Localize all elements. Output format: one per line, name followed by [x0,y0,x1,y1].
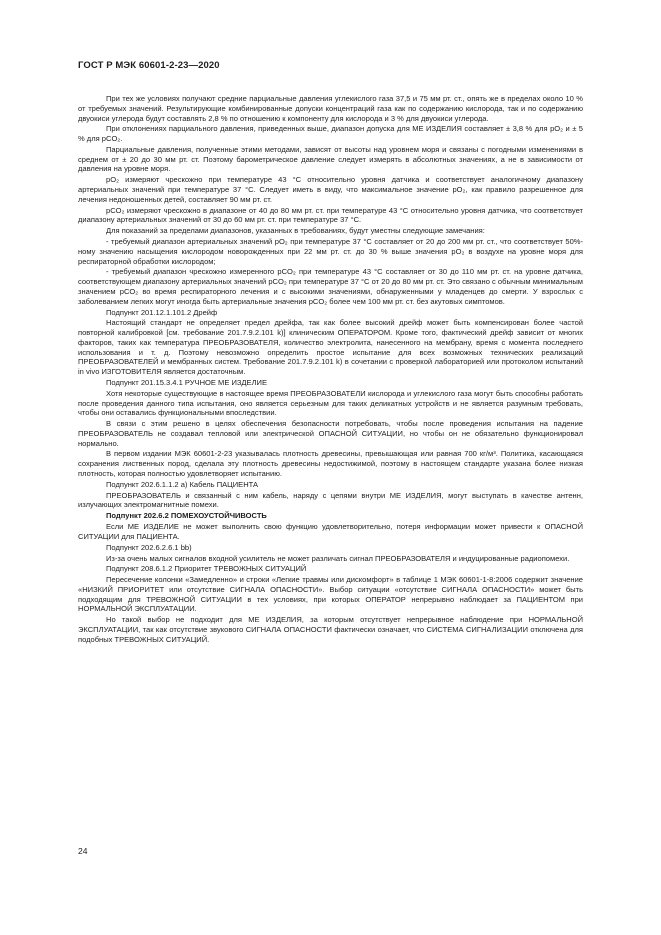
subclause-heading: Подпункт 202.6.2.6.1 bb) [106,542,192,552]
subclause-heading-bold: Подпункт 202.6.2 ПОМЕХОУСТОЙЧИВОСТЬ [106,511,267,521]
paragraph: В первом издании МЭК 60601-2-23 указывалась плотность древесины, превышающая или равная 700 кг/м³. Политика, касающаяся сохранения лиственных пород, сделала эту плотность древесины недостижимой, поэтому в настоящем стандарте указана более низкая плотность, которая полностью удовлетворяет испытанию. [78,449,583,478]
paragraph: Если МЕ ИЗДЕЛИЕ не может выполнить свою функцию удовлетворительно, потеря информации может привести к ОПАСНОЙ СИТУАЦИИ для ПАЦИЕНТА. [78,522,583,541]
paragraph: При отклонениях парциального давления, приведенных выше, диапазон допуска для МЕ ИЗДЕЛИЯ составляет ± 3,8 % для pO₂ и ± 5 % для pCO₂. [78,124,583,144]
paragraph: Пересечение колонки «Замедленно» и строки «Легкие травмы или дискомфорт» в таблице 1 МЭК 60601-1-8:2006 содержит значение «НИЗКИЙ ПРИОРИТЕТ или отсутствие СИГНАЛА ОПАСНОСТИ». Выбор ситуации «отсутствие СИГНАЛА ОПАСНОСТИ» может быть подходящим для ТРЕВОЖНОЙ СИТУАЦИИ в тех условиях, при которых ОПЕРАТОР непрерывно наблюдает за ПАЦИЕНТОМ при НОРМАЛЬНОЙ ЭКСПЛУАТАЦИИ. [78,575,583,614]
subclause-heading: Подпункт 202.6.1.1.2 a) Кабель ПАЦИЕНТА [106,479,259,489]
paragraph: pO₂ измеряют чрескожно при температуре 43 °С относительно уровня датчика и соответствует аналогичному диапазону артериальных значений при температуре 37 °С. Следует иметь в виду, что максимальное значение pO₂, как правило разрешенное для лечения недоношенных детей, составляет 90 мм рт. ст. [78,175,583,204]
paragraph: Парциальные давления, полученные этими методами, зависят от высоты над уровнем моря и связаны с погодными изменениями в среднем от ± 20 до 30 мм рт. ст. Поэтому барометрическое давление следует измерять в абсолютных значениях, а не в зависимости от давления на уровне моря. [78,144,583,174]
subclause-heading: Подпункт 201.12.1.101.2 Дрейф [106,307,218,317]
paragraph: Для показаний за пределами диапазонов, указанных в требованиях, будут уместны следующие замечания: [106,226,485,236]
subclause-heading: Подпункт 201.15.3.4.1 РУЧНОЕ МЕ ИЗДЕЛИЕ [106,377,267,387]
list-item: - требуемый диапазон чрескожно измеренного pCO₂ при температуре 43 °С составляет от 30 до 110 мм рт. ст. на уровне датчика, соответствующем диапазону артериальных значений pCO₂ при температуре 37 °С от 20 до 80 мм рт. ст. Это связано с обычным минимальным значением pCO₂ во время респираторного лечения и с высокими значениями, обнаруженными у младенцев до смерти. У взрослых с заболеванием легких могут иногда быть артериальные значения pCO₂ более чем 100 мм рт. ст. без акутовых симптомов. [78,267,583,306]
paragraph: Из-за очень малых сигналов входной усилитель не может различать сигнал ПРЕОБРАЗОВАТЕЛЯ и индуцированные радиопомехи. [106,553,570,563]
document-body [78,94,583,646]
paragraph: При тех же условиях получают средние парциальные давления углекислого газа 37,5 и 75 мм рт. ст., опять же в пределах около 10 % от требуемых значений. Результирующие комбинированные допуски концентраций газа как по содержанию кислорода, так и по содержанию двуокиси углерода будут составлять 2,8 % по отношению к компоненту для кислорода и 3 % для двуокиси углерода. [78,94,583,123]
list-item: - требуемый диапазон артериальных значений pO₂ при температуре 37 °С составляет от 20 до 200 мм рт. ст., что соответствует 50%-ному значению насыщения кислородом новорожденных при 22 мм рт. ст. до 30 % выше значения pO₂ в воздухе на уровне моря для респираторной обработки кислородом; [78,237,583,266]
subclause-heading: Подпункт 208.6.1.2 Приоритет ТРЕВОЖНЫХ СИТУАЦИЙ [106,564,307,574]
paragraph: Но такой выбор не подходит для МЕ ИЗДЕЛИЯ, за которым отсутствует непрерывное наблюдение при НОРМАЛЬНОЙ ЭКСПЛУАТАЦИИ, так как отсутствие звукового СИГНАЛА ОПАСНОСТИ фактически означает, что СИСТЕМА СИГНАЛИЗАЦИИ отключена для подобных ТРЕВОЖНЫХ СИТУАЦИЙ. [78,615,583,644]
document-header: ГОСТ Р МЭК 60601-2-23—2020 [78,60,220,71]
paragraph: Хотя некоторые существующие в настоящее время ПРЕОБРАЗОВАТЕЛИ кислорода и углекислого газа могут быть способны работать после проведения данного типа испытания, оно является серьезным для таких деликатных устройств и не является разумным требовать, чтобы они оставались функциональными впоследствии. [78,388,583,418]
paragraph: ПРЕОБРАЗОВАТЕЛЬ и связанный с ним кабель, наряду с цепями внутри МЕ ИЗДЕЛИЯ, могут выступать в качестве антенн, излучающих электромагнитные помехи. [78,490,583,510]
paragraph: В связи с этим решено в целях обеспечения безопасности потребовать, чтобы после проведения испытания на падение ПРЕОБРАЗОВАТЕЛЬ не создавал тепловой или электрической ОПАСНОЙ СИТУАЦИИ, но чтобы он не обязательно функционировал нормально. [78,419,583,448]
paragraph: Настоящий стандарт не определяет предел дрейфа, так как более высокий дрейф может быть компенсирован более частой повторной калибровкой [см. требование 201.7.9.2.101 k)] клиническим ОПЕРАТОРОМ. Кроме того, фактический дрейф зависит от многих факторов, таких как температура ПРЕОБРАЗОВАТЕЛЯ, количество электролита, нанесенного на мембрану, время с момента последнего использования и т. д. Поэтому невозможно определить простое испытание для всех возможных технических реализаций ПРЕОБРАЗОВАТЕЛЕЙ и мембранных систем. Требование 201.7.9.2.101 k) в сочетании с проверкой лабораторией или протоколом испытаний in vivo ИЗГОТОВИТЕЛЯ является достаточным. [78,318,583,377]
page-number: 24 [78,846,88,856]
paragraph: pCO₂ измеряют чрескожно в диапазоне от 40 до 80 мм рт. ст. при температуре 43 °С относительно уровня датчика, что соответствует диапазону артериальных значений от 30 до 60 мм рт. ст. при температуре 37 °С. [78,205,583,225]
